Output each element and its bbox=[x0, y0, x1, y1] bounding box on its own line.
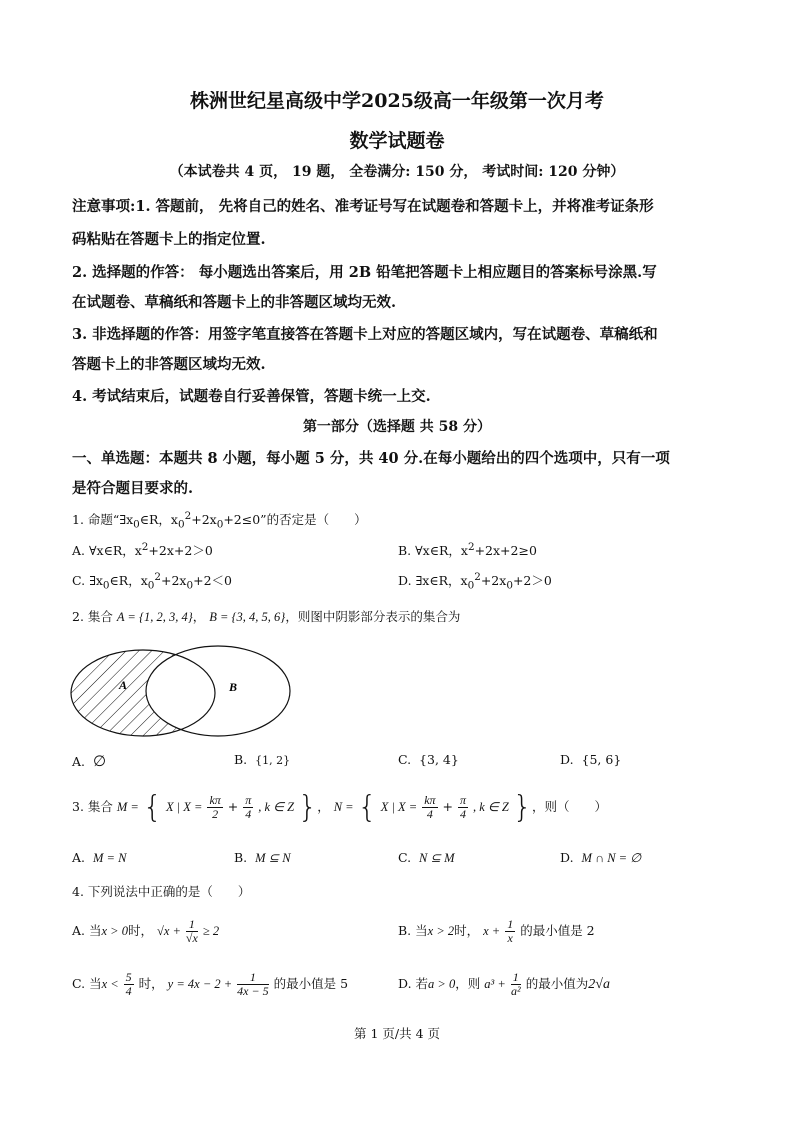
notes-line-7: 4. 考试结束后，试题卷自行妥善保管，答题卡统一上交. bbox=[72, 388, 431, 405]
notes-line-2: 码粘贴在答题卡上的指定位置. bbox=[72, 231, 266, 248]
q1-option-d: D. ∃x∈R，$x_0^2+2x_0+2>0$ bbox=[398, 571, 552, 592]
q4-option-a: A. 当x > 0时， √x + $\frac{1}{√x}$ ≥ 2 bbox=[72, 917, 220, 945]
q4-option-d: D. 若a > 0，则 a³ + $\frac{1}{\text{a²}}$ 的最小值为2√a bbox=[398, 970, 610, 998]
q1-stem: 1. 命题“$\exists x_0\in R$，$x_0^2+2x_0+2\le 0$”的否定是（ ） bbox=[72, 510, 367, 531]
venn-diagram bbox=[70, 643, 300, 739]
q4-option-c: C. 当x < $\frac{5}{4}$ 时， y = 4x − 2 + $\frac{1}{4x - 5}$ 的最小值是 5 bbox=[72, 970, 349, 998]
q3-option-c: C. N ⊆ M bbox=[398, 850, 455, 865]
venn-label-b: B bbox=[229, 680, 238, 694]
page-number: 第 1 页/共 4 页 bbox=[353, 1026, 440, 1041]
exam-subtitle: 数学试题卷 bbox=[349, 130, 445, 152]
notes-line-6: 答题卡上的非答题区域均无效. bbox=[72, 356, 266, 373]
section-line-2: 是符合题目要求的. bbox=[72, 480, 194, 497]
q3-option-b: B. M ⊆ N bbox=[234, 850, 291, 865]
q4-option-b: B. 当x > 2时， x + $\frac{1}{x}$ 的最小值是 2 bbox=[398, 917, 595, 945]
q3-stem: 3. 集合 M = { X | X = $\frac{k\pi}{2}$ + $\frac{\pi}{4}$ , k ∈ Z }， N = { X | X = $\frac{k\pi}{4}$ + $\frac{\pi}{4}$ , k ∈ Z }，则（ ） bbox=[72, 790, 607, 825]
section-line-1: 一、单选题：本题共 8 小题，每小题 5 分，共 40 分.在每小题给出的四个选项中，只有一项 bbox=[72, 450, 670, 467]
notes-line-3: 2. 选择题的作答： 每小题选出答案后，用 2B 铅笔把答题卡上相应题目的答案标号涂黑.写 bbox=[72, 264, 657, 281]
q1-option-a: A. ∀x∈R，$x^2+2x+2>0$ bbox=[72, 541, 213, 559]
q3-option-a: A. M = N bbox=[72, 850, 127, 865]
q2-option-a: A. ∅ bbox=[72, 752, 107, 770]
q1-option-c: C. $\exists x_0\in R$，$x_0^2+2x_0+2<0$ bbox=[72, 571, 232, 592]
q1-option-b: B. ∀x∈R，$x^2+2x+2\ge 0$ bbox=[398, 541, 537, 559]
q2-option-b: B. {1, 2} bbox=[234, 752, 291, 767]
notes-line-4: 在试题卷、草稿纸和答题卡上的非答题区域均无效. bbox=[72, 294, 397, 311]
q2-option-d: D. {5, 6} bbox=[560, 752, 622, 767]
q2-stem: 2. 集合 A = {1, 2, 3, 4}， B = {3, 4, 5, 6}，则图中阴影部分表示的集合为 bbox=[72, 609, 461, 624]
notes-line-5: 3. 非选择题的作答：用签字笔直接答在答题卡上对应的答题区域内，写在试题卷、草稿纸和 bbox=[72, 326, 658, 343]
q3-option-d: D. M ∩ N = ∅ bbox=[560, 850, 642, 865]
venn-label-a: A bbox=[119, 678, 128, 692]
shaded-region bbox=[71, 646, 290, 736]
part1-heading: 第一部分（选择题 共 58 分） bbox=[302, 419, 492, 435]
q2-option-c: C. {3, 4} bbox=[398, 752, 459, 767]
q4-stem: 4. 下列说法中正确的是（ ） bbox=[72, 884, 251, 899]
exam-info: （本试卷共 4 页， 19 题， 全卷满分: 150 分， 考试时间: 120 分钟） bbox=[169, 164, 625, 180]
exam-title: 株洲世纪星高级中学2025级高一年级第一次月考 bbox=[190, 90, 604, 112]
notes-line-1: 注意事项:1. 答题前， 先将自己的姓名、准考证号写在试题卷和答题卡上，并将准考证条形 bbox=[72, 198, 654, 215]
